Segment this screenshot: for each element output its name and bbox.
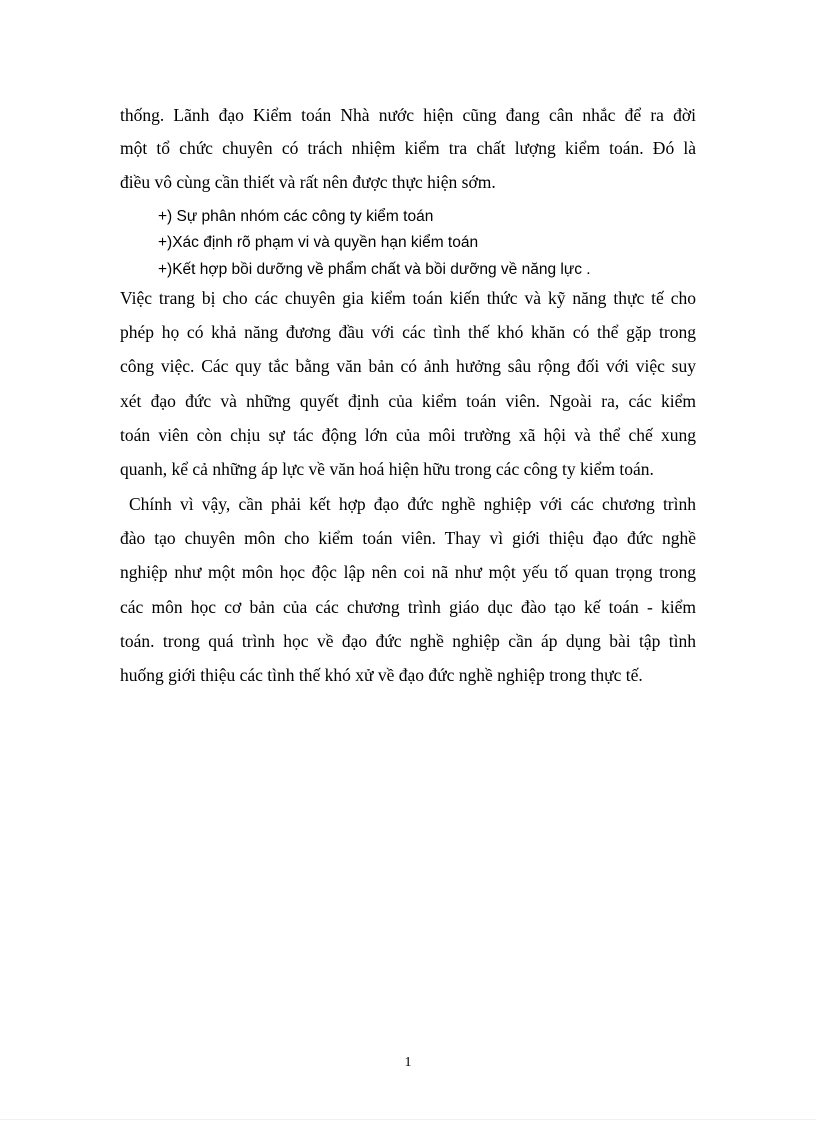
body-text-line: toán viên còn chịu sự tác động lớn của môi trường xã hội và thể chế xung bbox=[120, 425, 696, 445]
body-text-line: quanh, kể cả những áp lực về văn hoá hiện hữu trong các công ty kiểm toán. bbox=[120, 459, 654, 479]
list-item: +)Xác định rõ phạm vi và quyền hạn kiểm toán bbox=[158, 234, 479, 251]
body-text-line: phép họ có khả năng đương đầu với các tình thế khó khăn có thể gặp trong bbox=[120, 322, 696, 342]
body-text-line: các môn học cơ bản của các chương trình giáo dục đào tạo kế toán - kiểm bbox=[120, 597, 696, 617]
list-item: +)Kết hợp bồi dưỡng về phẩm chất và bồi dưỡng về năng lực . bbox=[158, 261, 591, 278]
body-text-line: toán. trong quá trình học về đạo đức nghề nghiệp cần áp dụng bài tập tình bbox=[120, 631, 696, 651]
body-text-line: huống giới thiệu các tình thế khó xử về đạo đức nghề nghiệp trong thực tế. bbox=[120, 665, 643, 685]
body-text-line: nghiệp như một môn học độc lập nên coi nã như một yếu tố quan trọng trong bbox=[120, 562, 696, 582]
page-number: 1 bbox=[404, 1055, 412, 1070]
body-text-line: thống. Lãnh đạo Kiểm toán Nhà nước hiện cũng đang cân nhắc để ra đời bbox=[120, 105, 696, 125]
body-text-line: Việc trang bị cho các chuyên gia kiểm toán kiến thức và kỹ năng thực tế cho bbox=[120, 288, 696, 308]
body-text-line: xét đạo đức và những quyết định của kiểm toán viên. Ngoài ra, các kiểm bbox=[120, 391, 696, 411]
body-text-line: một tổ chức chuyên có trách nhiệm kiểm tra chất lượng kiểm toán. Đó là bbox=[120, 138, 696, 158]
body-text-line: Chính vì vậy, cần phải kết hợp đạo đức nghề nghiệp với các chương trình bbox=[129, 494, 696, 514]
body-text-line: công việc. Các quy tắc bằng văn bản có ảnh hưởng sâu rộng đối với việc suy bbox=[120, 356, 696, 376]
body-text-line: đào tạo chuyên môn cho kiểm toán viên. Thay vì giới thiệu đạo đức nghề bbox=[120, 528, 696, 548]
body-text-line: điều vô cùng cần thiết và rất nên được thực hiện sớm. bbox=[120, 172, 496, 192]
list-item: +) Sự phân nhóm các công ty kiểm toán bbox=[158, 208, 434, 225]
page-bottom-divider bbox=[0, 1119, 816, 1120]
